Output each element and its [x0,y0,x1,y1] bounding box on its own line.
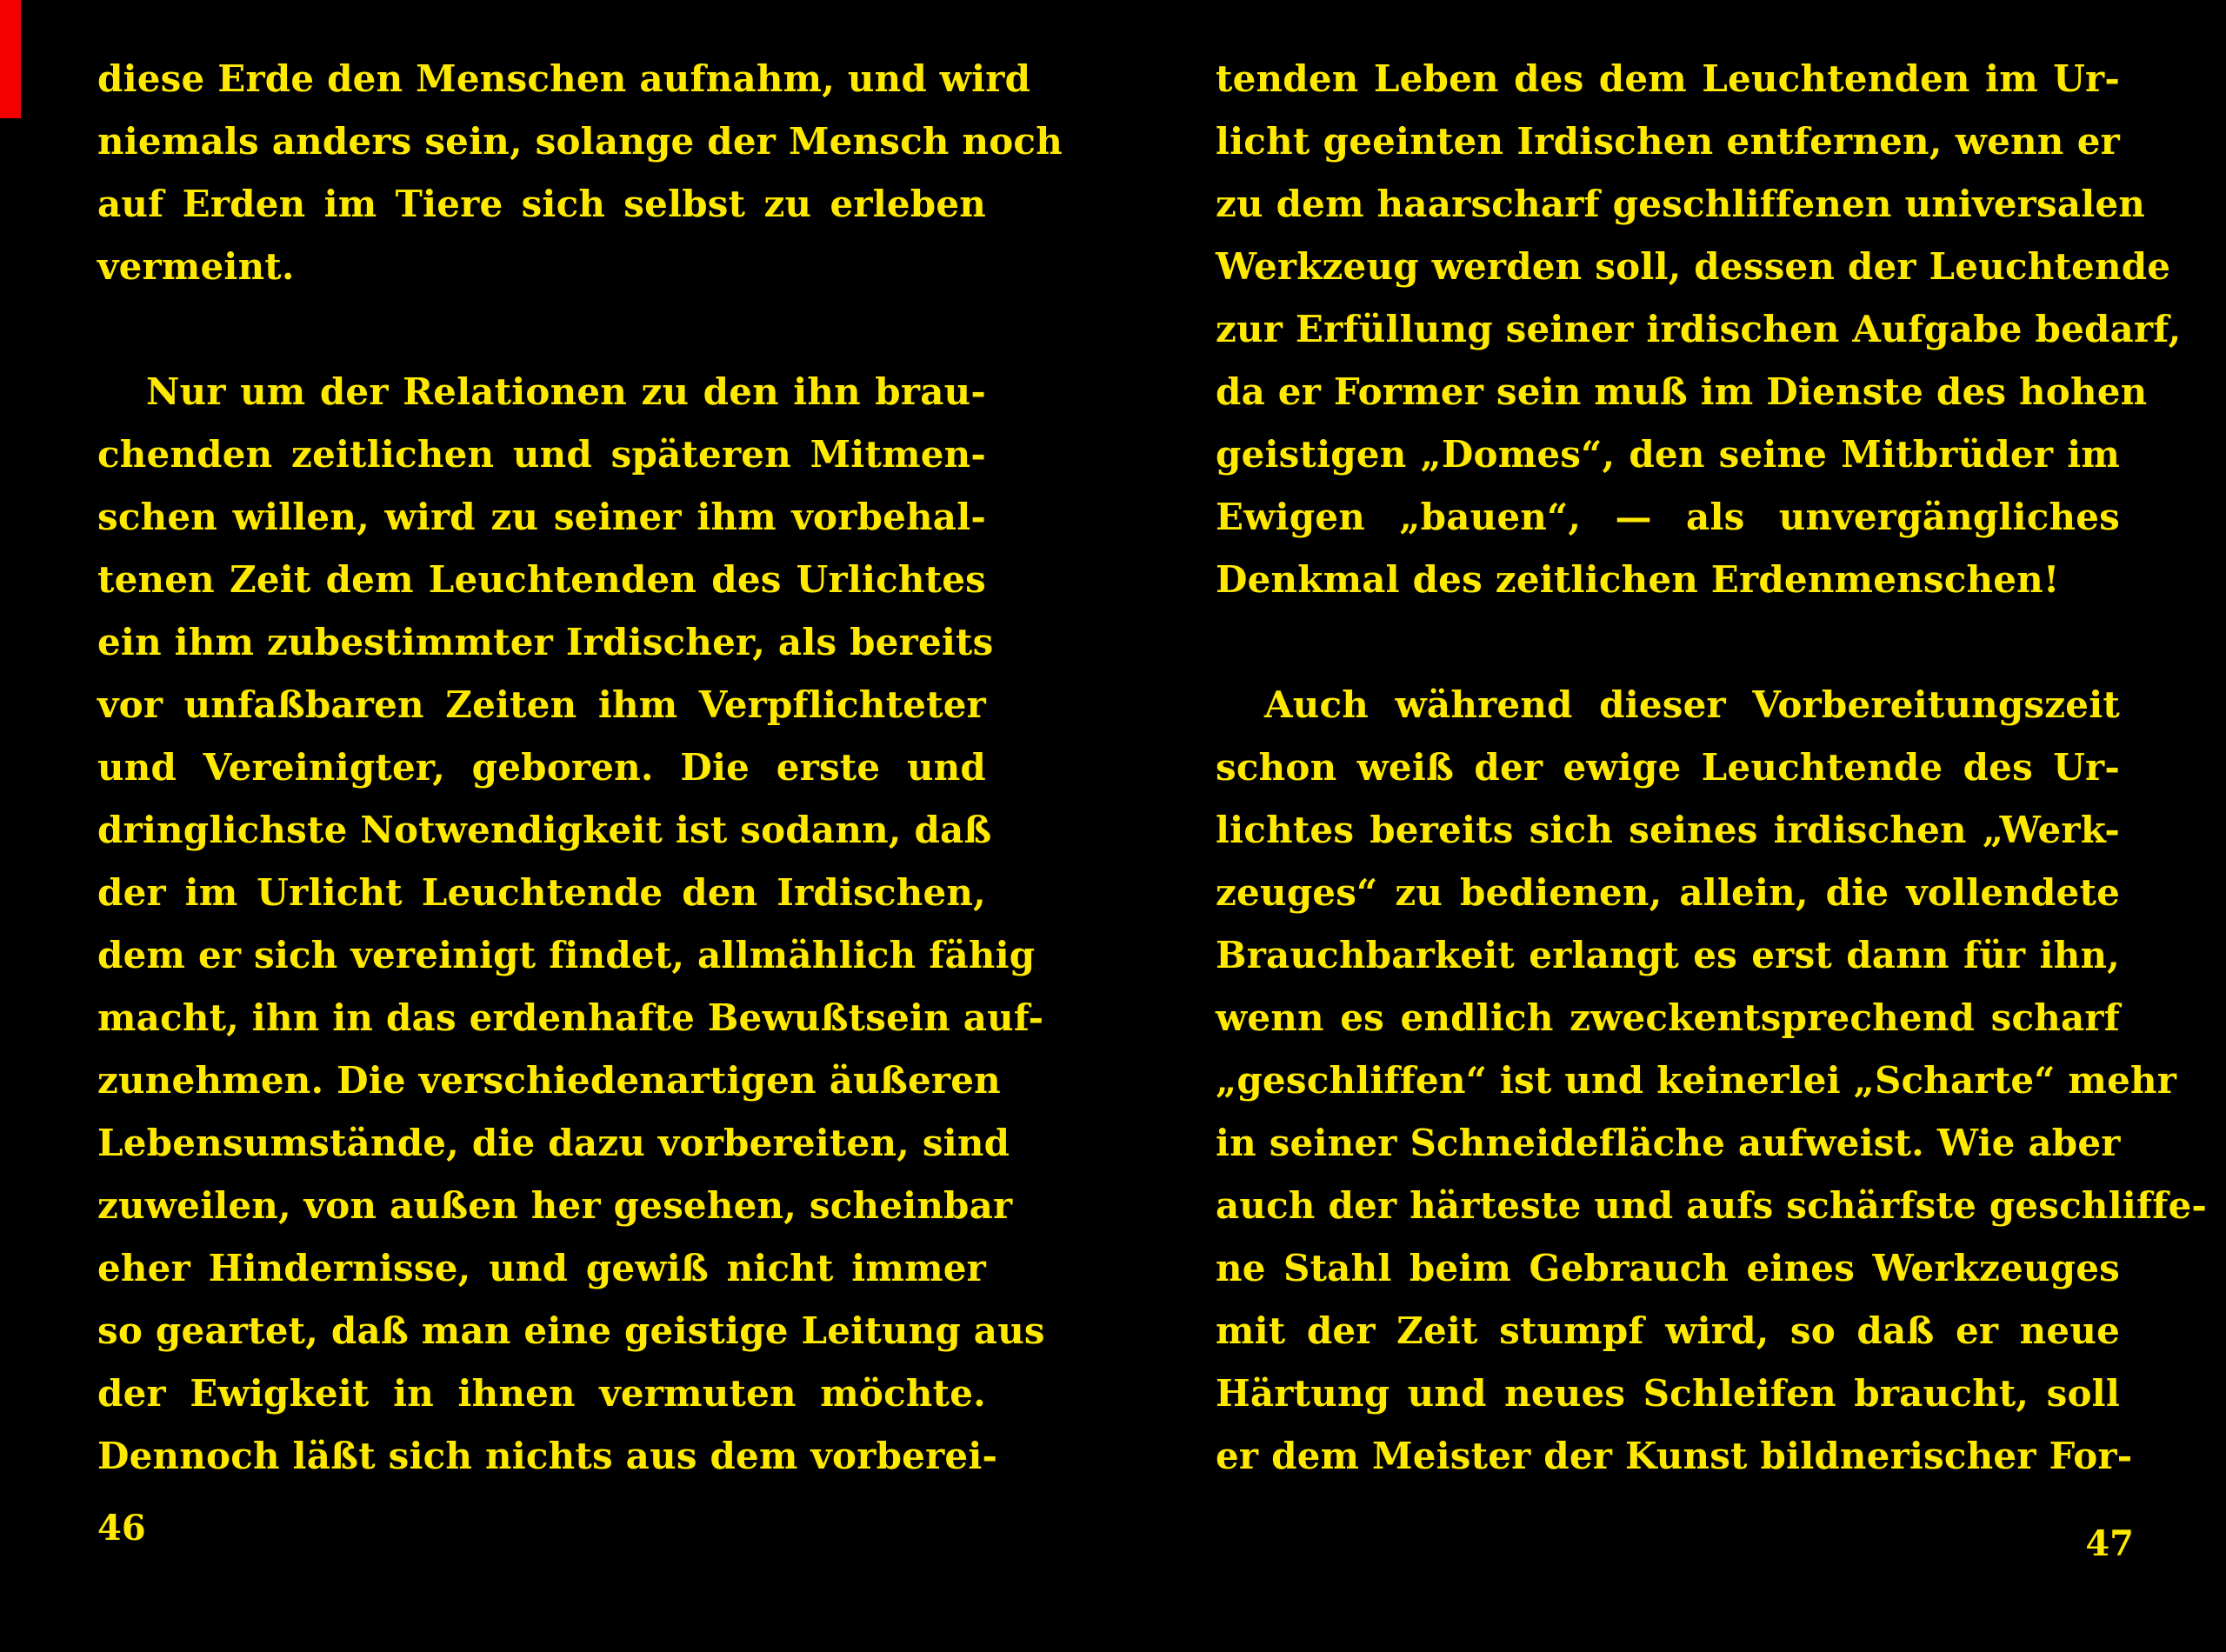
text-line: vor unfaßbaren Zeiten ihm Verpflichteter [97,683,986,726]
text-line: niemals anders sein, solange der Mensch noch [97,120,1063,163]
text-line: dem er sich vereinigt findet, allmählich fähig [97,934,1036,976]
text-line: diese Erde den Menschen aufnahm, und wird [97,57,1031,100]
text-line: auf Erden im Tiere sich selbst zu erleben [97,183,986,225]
text-line: licht geeinten Irdischen entfernen, wenn er [1216,120,2120,163]
text-line: schen willen, wird zu seiner ihm vorbehal- [97,496,986,538]
text-line: wenn es endlich zweckentsprechend scharf [1216,996,2120,1039]
text-line: tenden Leben des dem Leuchtenden im Ur- [1216,57,2120,100]
text-line: dringlichste Notwendigkeit ist sodann, daß [97,809,992,851]
text-line: zeuges“ zu bedienen, allein, die vollendete [1216,871,2120,914]
text-line: vermeint. [97,245,295,288]
text-line: zur Erfüllung seiner irdischen Aufgabe bedarf, [1216,308,2182,350]
text-line: in seiner Schneidefläche aufweist. Wie aber [1216,1122,2121,1164]
paragraph [97,48,1063,298]
text-line: Härtung und neues Schleifen braucht, soll [1216,1372,2120,1415]
text-line: ein ihm zubestimmter Irdischer, als bereits [97,621,994,663]
text-line: Nur um der Relationen zu den ihn brau- [146,370,986,413]
text-line: Brauchbarkeit erlangt es erst dann für ihn, [1216,934,2120,976]
text-line: macht, ihn in das erdenhafte Bewußtsein auf- [97,996,1044,1039]
text-line: der Ewigkeit in ihnen vermuten möchte. [97,1372,986,1415]
text-line: er dem Meister der Kunst bildnerischer For- [1216,1435,2133,1477]
paragraph [1216,48,2182,611]
text-line: auch der härteste und aufs schärfste geschliffe- [1216,1184,2208,1227]
text-line: Ewigen „bauen“, — als unvergängliches [1216,496,2120,538]
text-line: tenen Zeit dem Leuchtenden des Urlichtes [97,558,986,601]
text-line: eher Hindernisse, und gewiß nicht immer [97,1247,986,1289]
text-line: und Vereinigter, geboren. Die erste und [97,746,986,789]
text-line: zuweilen, von außen her gesehen, scheinbar [97,1184,1013,1227]
text-line: geistigen „Domes“, den seine Mitbrüder im [1216,433,2120,476]
text-line: mit der Zeit stumpf wird, so daß er neue [1216,1309,2120,1352]
text-line: der im Urlicht Leuchtende den Irdischen, [97,871,986,914]
text-line: zunehmen. Die verschiedenartigen äußeren [97,1059,1001,1102]
text-line: chenden zeitlichen und späteren Mitmen- [97,433,986,476]
page-number-right: 47 [2085,1523,2134,1564]
text-line: „geschliffen“ ist und keinerlei „Scharte“ mehr [1216,1059,2177,1102]
text-line: ne Stahl beim Gebrauch eines Werkzeuges [1216,1247,2120,1289]
right-page-text [1216,48,2208,1488]
text-line: zu dem haarscharf geschliffenen universalen [1216,183,2146,225]
text-line: schon weiß der ewige Leuchtende des Ur- [1216,746,2120,789]
text-line: so geartet, daß man eine geistige Leitung aus [97,1309,1045,1352]
text-line: da er Former sein muß im Dienste des hohen [1216,370,2148,413]
text-line: lichtes bereits sich seines irdischen „Werk- [1216,809,2120,851]
text-line: Werkzeug werden soll, dessen der Leuchtende [1216,245,2171,288]
text-line: Dennoch läßt sich nichts aus dem vorberei- [97,1435,998,1477]
paragraph [97,361,1045,1488]
text-line: Denkmal des zeitlichen Erdenmenschen! [1216,558,2060,601]
text-line: Lebensumstände, die dazu vorbereiten, sind [97,1122,1010,1164]
page-number-left: 46 [97,1508,146,1549]
left-page-text [97,48,1063,1488]
red-margin-mark [0,0,21,118]
paragraph [1216,674,2208,1488]
text-line: Auch während dieser Vorbereitungszeit [1264,683,2120,726]
